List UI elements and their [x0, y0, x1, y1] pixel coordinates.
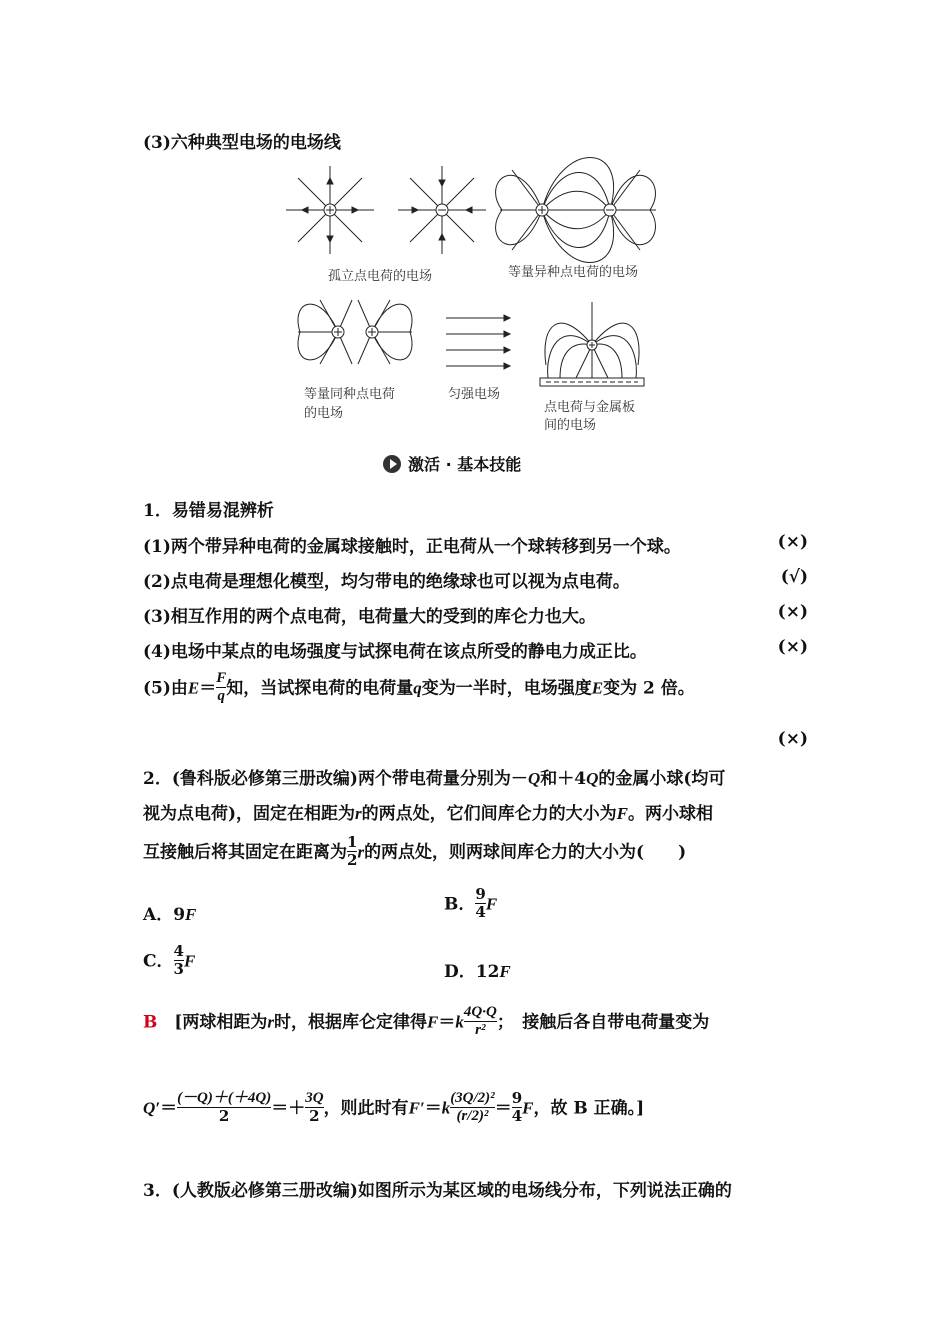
caption-uniform: 匀强电场 — [448, 387, 501, 402]
opposite-charges-field — [496, 158, 656, 263]
play-icon — [382, 454, 402, 474]
banner-text: 激活 · 基本技能 — [408, 455, 522, 474]
uniform-field — [446, 315, 510, 369]
section-title: (3)六种典型电场的电场线 — [143, 133, 341, 153]
caption-opposite: 等量异种点电荷的电场 — [508, 265, 639, 280]
q1-mark-1: (×) — [777, 532, 808, 552]
q1-statement-1: (1)两个带异种电荷的金属球接触时，正电荷从一个球转移到另一个球。 — [143, 537, 681, 557]
caption-like-1: 等量同种点电荷 — [304, 387, 396, 402]
caption-plate-1: 点电荷与金属板 — [544, 400, 636, 415]
answer-line-1: B [两球相距为r时，根据库仑定律得F＝k $\frac{4Q\cdot Q}{\text{r²}}$ ； 接触后各自带电荷量变为 — [143, 1004, 710, 1038]
q2-option-d[interactable]: D．12F — [444, 962, 511, 982]
q3-line-1: 3．(人教版必修第三册改编)如图所示为某区域的电场线分布，下列说法正确的 — [143, 1181, 732, 1201]
q2-line-2: 视为点电荷)，固定在相距为r的两点处，它们间库仑力的大小为F。两小球相 — [143, 804, 714, 824]
fraction-F-over-q: $\frac{F}{q}$ — [216, 670, 227, 704]
caption-like-2: 的电场 — [304, 406, 344, 421]
field-lines-figure — [0, 150, 950, 590]
q1-mark-3: (×) — [777, 602, 808, 622]
fraction-one-half: $\frac{1}{2}$ — [347, 833, 358, 869]
q2-option-c[interactable]: C． $\frac{4}{3}$ F — [143, 942, 196, 978]
q1-mark-4: (×) — [777, 637, 808, 657]
q1-mark-5: (×) — [777, 729, 808, 749]
isolated-negative-charge — [398, 166, 486, 254]
q2-option-a[interactable]: A．9F — [143, 905, 197, 925]
q2-line-3: 互接触后将其固定在距离为 $\frac{1}{2}$ r的两点处，则两球间库仑力的大小为( ) — [143, 833, 687, 869]
q1-mark-2: (√) — [780, 567, 808, 587]
q1-statement-2: (2)点电荷是理想化模型，均匀带电的绝缘球也可以视为点电荷。 — [143, 572, 630, 592]
q2-option-b[interactable]: B． $\frac{9}{4}$ F — [444, 885, 498, 921]
section-banner — [382, 452, 521, 475]
answer-line-2: Q′＝ $\frac{(-Q)+(+4Q)}{2}$ ＝＋ $\frac{3Q}{2}$ ，则此时有F′＝k $\frac{\text{(3Q/2)²}}{\text{(r/2)²}}$ ＝ $\frac{9}{4}$ F，故 B 正确。] — [143, 1089, 645, 1125]
q1-statement-3: (3)相互作用的两个点电荷，电荷量大的受到的库仑力也大。 — [143, 607, 596, 627]
q1-title: 1．易错易混辨析 — [143, 501, 274, 521]
q1-statement-4: (4)电场中某点的电场强度与试探电荷在该点所受的静电力成正比。 — [143, 642, 647, 662]
q1-statement-5: (5)由E＝ $\frac{F}{q}$ 知，当试探电荷的电荷量q变为一半时，电场强度E变为 2 倍。 — [143, 670, 695, 704]
caption-isolated: 孤立点电荷的电场 — [328, 269, 433, 284]
q2-line-1: 2．(鲁科版必修第三册改编)两个带电荷量分别为－Q和＋4Q的金属小球(均可 — [143, 769, 726, 789]
like-charges-field — [298, 300, 412, 364]
caption-plate-2: 间的电场 — [544, 418, 597, 433]
answer-letter: B — [143, 1012, 158, 1033]
charge-plate-field — [540, 302, 644, 386]
isolated-positive-charge — [286, 166, 374, 254]
